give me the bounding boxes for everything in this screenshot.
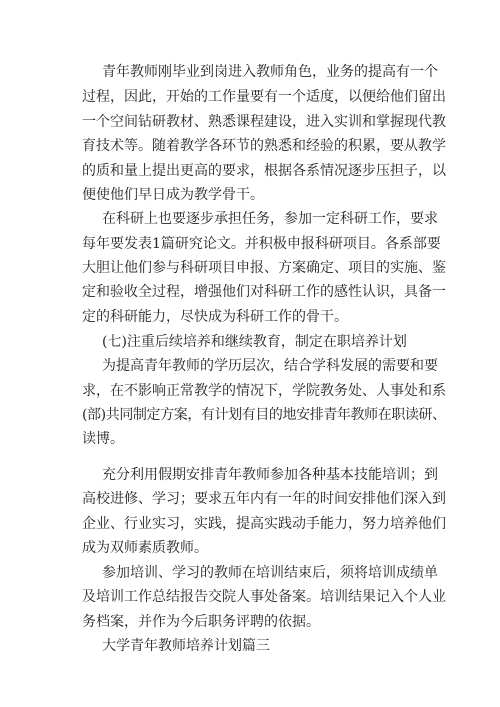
text-line: 定和验收全过程，增强他们对科研工作的感性认识，具备一 bbox=[82, 284, 446, 300]
text-line: 成为双师素质教师。 bbox=[82, 540, 208, 556]
text-line: 大胆让他们参与科研项目申报、方案确定、项目的实施、鉴 bbox=[82, 260, 446, 276]
text-line: 每年要发表1篇研究论文。并积极申报科研项目。各系部要 bbox=[82, 236, 441, 252]
text-line: 为提高青年教师的学历层次，结合学科发展的需要和要 bbox=[102, 358, 438, 374]
text-line: 一个空间钻研教材、熟悉课程建设，进入实训和掌握现代教 bbox=[82, 114, 446, 130]
text-line: 的质和量上提出更高的要求，根据各系情况逐步压担子，以 bbox=[82, 163, 446, 179]
text-line: 在科研上也要逐步承担任务，参加一定科研工作，要求 bbox=[102, 211, 438, 227]
text-line: 参加培训、学习的教师在培训结束后，须将培训成绩单 bbox=[102, 565, 438, 581]
text-line: 读博。 bbox=[82, 431, 124, 447]
text-line: 便使他们早日成为教学骨干。 bbox=[82, 187, 264, 203]
text-line: 育技术等。随着教学各环节的熟悉和经验的积累，要从教学 bbox=[82, 138, 446, 154]
text-line: 务档案，并作为今后职务评聘的依据。 bbox=[82, 614, 320, 630]
text-line: 企业、行业实习，实践，提高实践动手能力，努力培养他们 bbox=[82, 516, 446, 532]
text-line: 高校进修、学习；要求五年内有一年的时间安排他们深入到 bbox=[82, 491, 446, 507]
text-line: 过程，因此，开始的工作量要有一个适度，以便给他们留出 bbox=[82, 89, 446, 105]
text-line: 及培训工作总结报告交院人事处备案。培训结果记入个人业 bbox=[82, 589, 446, 605]
text-line: (部)共同制定方案，有计划有目的地安排青年教师在职读研、 bbox=[82, 407, 446, 423]
heading-line: (七)注重后续培养和继续教育，制定在职培养计划 bbox=[102, 334, 407, 350]
section-title-line: 大学青年教师培养计划篇三 bbox=[102, 638, 270, 654]
text-line: 定的科研能力，尽快成为科研工作的骨干。 bbox=[82, 309, 348, 325]
text-line: 充分利用假期安排青年教师参加各种基本技能培训；到 bbox=[102, 467, 438, 483]
text-line: 求，在不影响正常教学的情况下，学院教务处、人事处和系 bbox=[82, 383, 446, 399]
text-line: 青年教师刚毕业到岗进入教师角色，业务的提高有一个 bbox=[102, 64, 438, 80]
